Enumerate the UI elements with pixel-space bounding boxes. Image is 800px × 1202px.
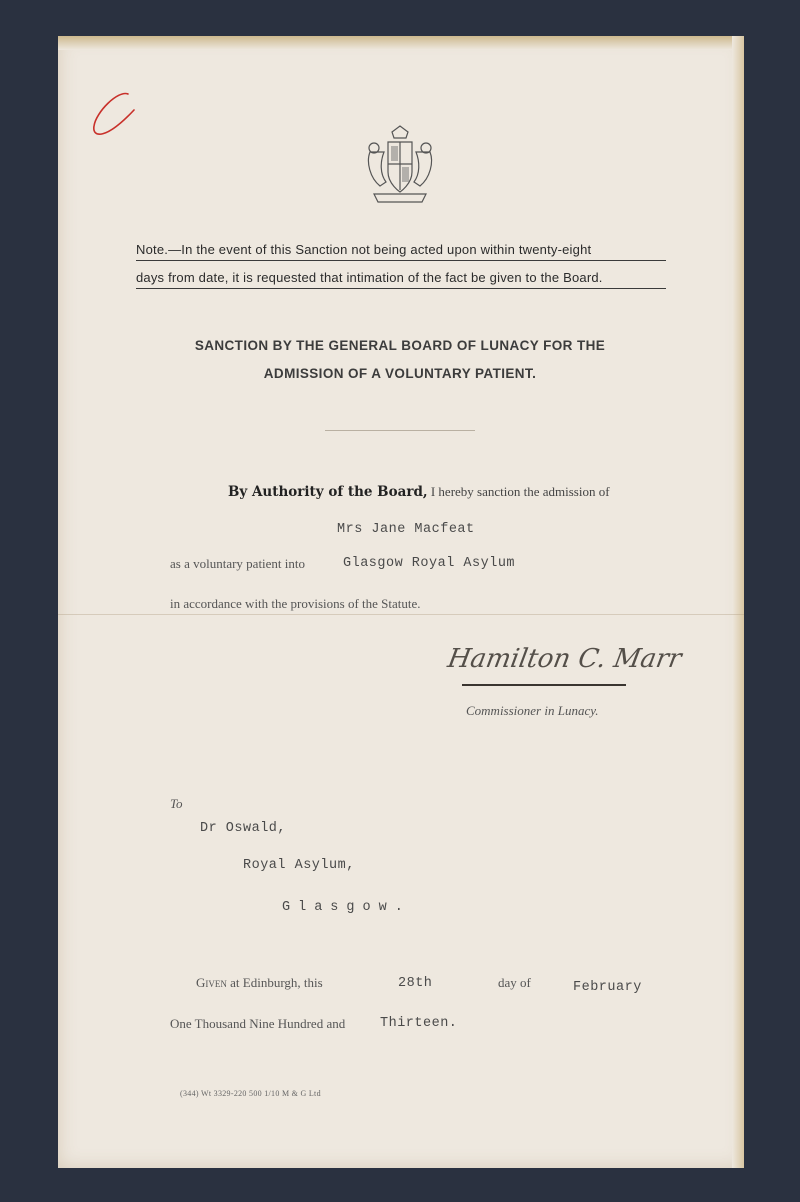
sanction-text: I hereby sanction the admission of [430,484,610,499]
addressee-line-2: Royal Asylum, [243,858,355,873]
authority-phrase: By Authority of the Board, [228,484,428,500]
day-of-label: day of [498,975,531,990]
as-voluntary-label: as a voluntary patient into [170,556,306,571]
given-at-line [196,975,323,991]
commissioner-signature [440,640,684,696]
patient-name: Mrs Jane Macfeat [337,522,475,537]
addressee-name: Dr Oswald, [200,821,287,836]
signature-name: Hamilton C. Marr [445,644,684,674]
given-place: at Edinburgh, this [230,975,323,990]
royal-coat-of-arms-icon [360,122,440,208]
document-heading [150,332,650,388]
date-day: 28th [398,976,433,991]
fold-line [58,614,744,615]
note-block [136,242,666,289]
authority-line [228,484,610,500]
divider [325,430,475,431]
paper-top-edge [58,36,744,50]
note-line-1: Note.—In the event of this Sanction not being acted upon within twenty-eight [136,242,666,261]
given-word: Given [196,975,227,990]
date-month: February [573,980,642,995]
paper-right-edge [732,36,744,1168]
statute-clause: in accordance with the provisions of the Statute. [170,596,421,611]
date-year: Thirteen. [380,1016,458,1031]
year-prefix: One Thousand Nine Hundred and [170,1016,346,1031]
red-handwritten-c-mark [88,86,148,146]
asylum-name: Glasgow Royal Asylum [343,556,516,571]
signature-underline [462,684,626,686]
note-line-2: days from date, it is requested that intimation of the fact be given to the Board. [136,270,666,289]
printer-code: (344) Wt 3329-220 500 1/10 M & G Ltd [180,1089,321,1098]
heading-line-2: ADMISSION OF A VOLUNTARY PATIENT. [263,366,537,381]
to-label: To [170,796,183,811]
addressee-city: Glasgow. [282,900,411,915]
commissioner-title: Commissioner in Lunacy. [466,703,599,718]
heading-line-1: SANCTION BY THE GENERAL BOARD OF LUNACY FOR THE [194,338,606,353]
